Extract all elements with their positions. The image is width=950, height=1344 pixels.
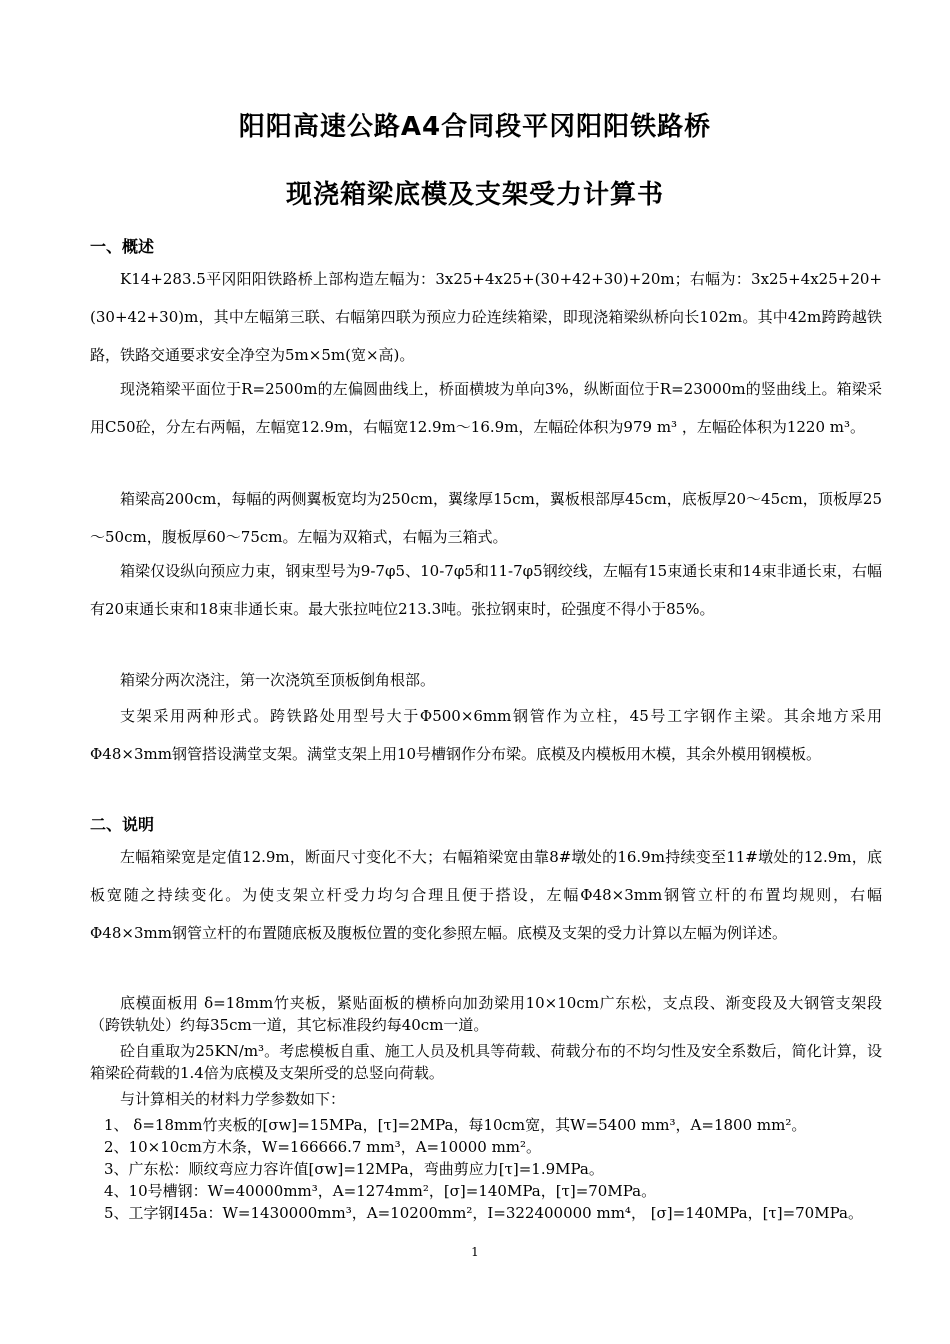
overview-paragraph: K14+283.5平冈阳阳铁路桥上部构造左幅为：3x25+4x25+(30+42+30)+20m；右幅为：3x25+4x25+20+(30+42+30)m，其中左幅第三联、右幅第四联为预应力砼连续箱梁，即现浇箱梁纵桥向长102m。其中42m跨跨越铁路，铁路交通要求安全净空为5m×5m(宽×高)。 bbox=[90, 270, 882, 364]
page-number: 1 bbox=[471, 1245, 479, 1259]
material-param-item: 2、10×10cm方木条，W=166666.7 mm³，A=10000 mm²。 bbox=[104, 1138, 542, 1156]
notes-paragraph: 底模面板用 δ=18mm竹夹板，紧贴面板的横桥向加劲梁用10×10cm广东松，支点段、渐变段及大钢管支架段（跨铁轨处）约每35cm一道，其它标准段约每40cm一道。 bbox=[90, 994, 882, 1034]
material-param-item: 5、工字钢I45a：W=1430000mm³，A=10200mm²，I=322400000 mm⁴， [σ]=140MPa，[τ]=70MPa。 bbox=[104, 1204, 863, 1222]
overview-paragraph: 箱梁仅设纵向预应力束，钢束型号为9-7φ5、10-7φ5和11-7φ5钢绞线，左幅有15束通长束和14束非通长束，右幅有20束通长束和18束非通长束。最大张拉吨位213.3吨。张拉钢束时，砼强度不得小于85%。 bbox=[90, 562, 882, 618]
material-param-item: 4、10号槽钢：W=40000mm³，A=1274mm²，[σ]=140MPa，[τ]=70MPa。 bbox=[104, 1182, 657, 1200]
overview-paragraph: 现浇箱梁平面位于R=2500m的左偏圆曲线上，桥面横坡为单向3%，纵断面位于R=23000m的竖曲线上。箱梁采用C50砼，分左右两幅，左幅宽12.9m，右幅宽12.9m～16.9m，左幅砼体积为979 m³ ，左幅砼体积为1220 m³。 bbox=[90, 380, 882, 436]
overview-paragraph: 箱梁高200cm，每幅的两侧翼板宽均为250cm，翼缘厚15cm，翼板根部厚45cm，底板厚20～45cm，顶板厚25～50cm，腹板厚60～75cm。左幅为双箱式，右幅为三箱式。 bbox=[90, 490, 882, 546]
notes-paragraph: 砼自重取为25KN/m³。考虑模板自重、施工人员及机具等荷载、荷载分布的不均匀性及安全系数后，简化计算，设箱梁砼荷载的1.4倍为底模及支架所受的总竖向荷载。 bbox=[90, 1042, 882, 1082]
section-heading-overview: 一、概述 bbox=[90, 237, 155, 256]
document-title-line2: 现浇箱梁底模及支架受力计算书 bbox=[285, 180, 664, 210]
overview-paragraph: 支架采用两种形式。跨铁路处用型号大于Φ500×6mm钢管作为立柱，45号工字钢作主梁。其余地方采用Φ48×3mm钢管搭设满堂支架。满堂支架上用10号槽钢作分布梁。底模及内模板用木模，其余外模用钢模板。 bbox=[90, 707, 882, 763]
section-heading-notes: 二、说明 bbox=[90, 815, 155, 834]
material-param-item: 1、 δ=18mm竹夹板的[σw]=15MPa，[τ]=2MPa，每10cm宽，其W=5400 mm³，A=1800 mm²。 bbox=[104, 1116, 807, 1134]
notes-paragraph: 左幅箱梁宽是定值12.9m，断面尺寸变化不大；右幅箱梁宽由靠8#墩处的16.9m持续变至11#墩处的12.9m，底板宽随之持续变化。为使支架立杆受力均匀合理且便于搭设，左幅Φ48×3mm钢管立杆的布置均规则，右幅Φ48×3mm钢管立杆的布置随底板及腹板位置的变化参照左幅。底模及支架的受力计算以左幅为例详述。 bbox=[90, 848, 882, 942]
document-title-line1: 阳阳高速公路A4合同段平冈阳阳铁路桥 bbox=[238, 112, 712, 142]
overview-paragraph: 箱梁分两次浇注，第一次浇筑至顶板倒角根部。 bbox=[120, 671, 436, 689]
notes-paragraph: 与计算相关的材料力学参数如下： bbox=[120, 1090, 346, 1108]
material-params-list bbox=[104, 1114, 884, 1224]
material-param-item: 3、广东松：顺纹弯应力容许值[σw]=12MPa，弯曲剪应力[τ]=1.9MPa。 bbox=[104, 1160, 604, 1178]
